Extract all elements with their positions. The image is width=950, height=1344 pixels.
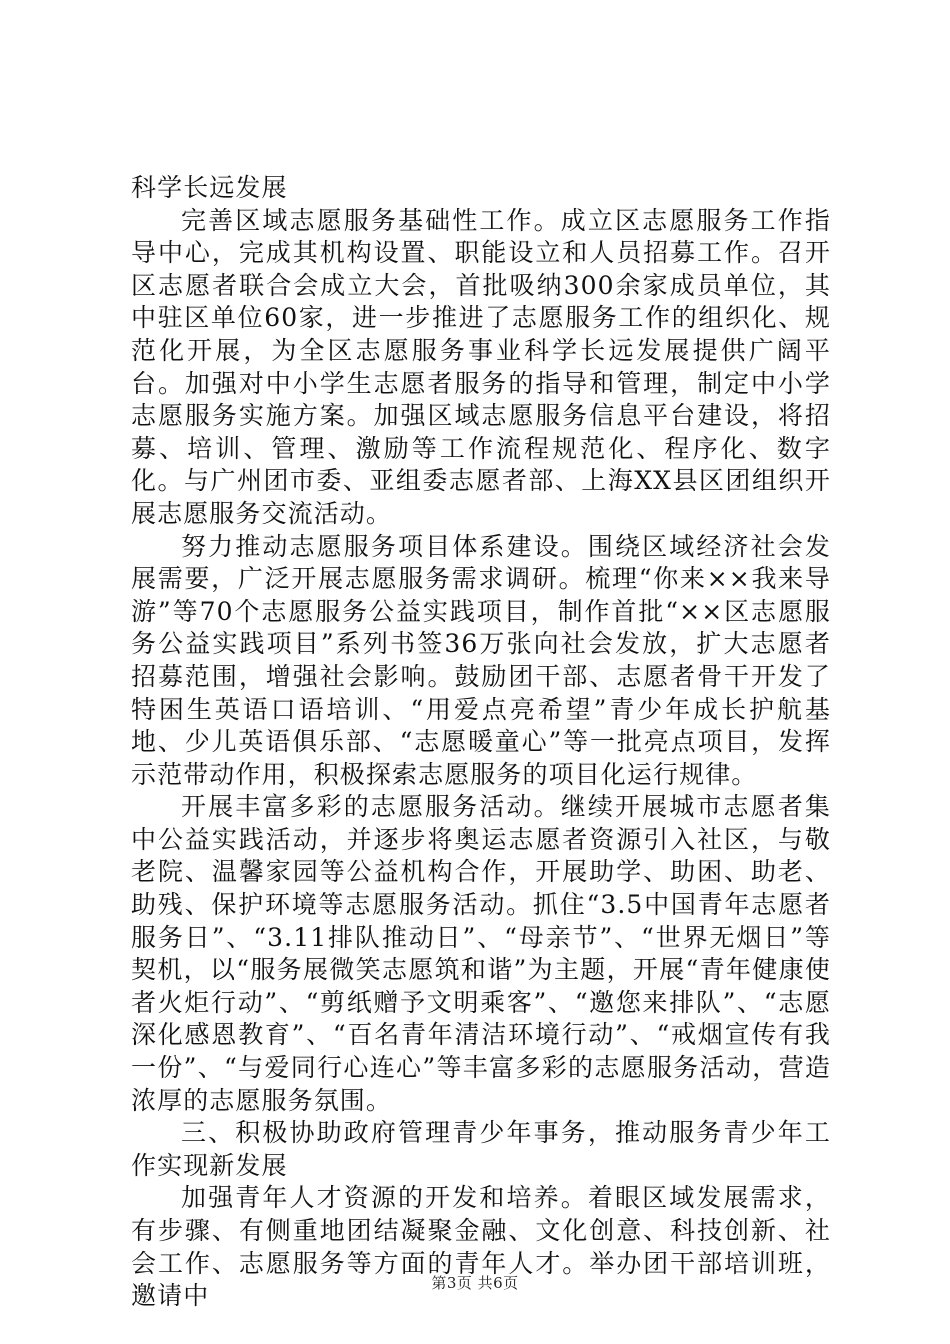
paragraph-youth-talent: 加强青年人才资源的开发和培养。着眼区域发展需求，有步骤、有侧重地团结凝聚金融、文化创意、科技创新、社会工作、志愿服务等方面的青年人才。举办团干部培训班，邀请中 xyxy=(131,1183,831,1311)
page-number-footer: 第3页 共6页 xyxy=(431,1274,519,1292)
section-heading-youth-affairs: 三、积极协助政府管理青少年事务，推动服务青少年工作实现新发展 xyxy=(131,1118,831,1180)
document-body xyxy=(131,172,831,1313)
paragraph-volunteer-activities: 开展丰富多彩的志愿服务活动。继续开展城市志愿者集中公益实践活动，并逐步将奥运志愿者资源引入社区，与敬老院、温馨家园等公益机构合作，开展助学、助困、助老、助残、保护环境等志愿服务活动。抓住“3.5中国青年志愿者服务日”、“3.11排队推动日”、“母亲节”、“世界无烟日”等契机，以“服务展微笑志愿筑和谐”为主题，开展“青年健康使者火炬行动”、“剪纸赠予文明乘客”、“邀您来排队”、“志愿深化感恩教育”、“百名青年清洁环境行动”、“戒烟宣传有我一份”、“与爱同行心连心”等丰富多彩的志愿服务活动，营造浓厚的志愿服务氛围。 xyxy=(131,792,831,1115)
paragraph-volunteer-projects: 努力推动志愿服务项目体系建设。围绕区域经济社会发展需要，广泛开展志愿服务需求调研。梳理“你来××我来导游”等70个志愿服务公益实践项目，制作首批“××区志愿服务公益实践项目”系列书签36万张向社会发放，扩大志愿者招募范围，增强社会影响。鼓励团干部、志愿者骨干开发了特困生英语口语培训、“用爱点亮希望”青少年成长护航基地、少儿英语俱乐部、“志愿暖童心”等一批亮点项目，发挥示范带动作用，积极探索志愿服务的项目化运行规律。 xyxy=(131,531,831,789)
paragraph-volunteer-infrastructure: 完善区域志愿服务基础性工作。成立区志愿服务工作指导中心，完成其机构设置、职能设立和人员招募工作。召开区志愿者联合会成立大会，首批吸纳300余家成员单位，其中驻区单位60家，进一步推进了志愿服务工作的组织化、规范化开展，为全区志愿服务事业科学长远发展提供广阔平台。加强对中小学生志愿者服务的指导和管理，制定中小学志愿服务实施方案。加强区域志愿服务信息平台建设，将招募、培训、管理、激励等工作流程规范化、程序化、数字化。与广州团市委、亚组委志愿者部、上海XX县区团组织开展志愿服务交流活动。 xyxy=(131,205,831,528)
paragraph-continuation: 科学长远发展 xyxy=(131,173,288,202)
